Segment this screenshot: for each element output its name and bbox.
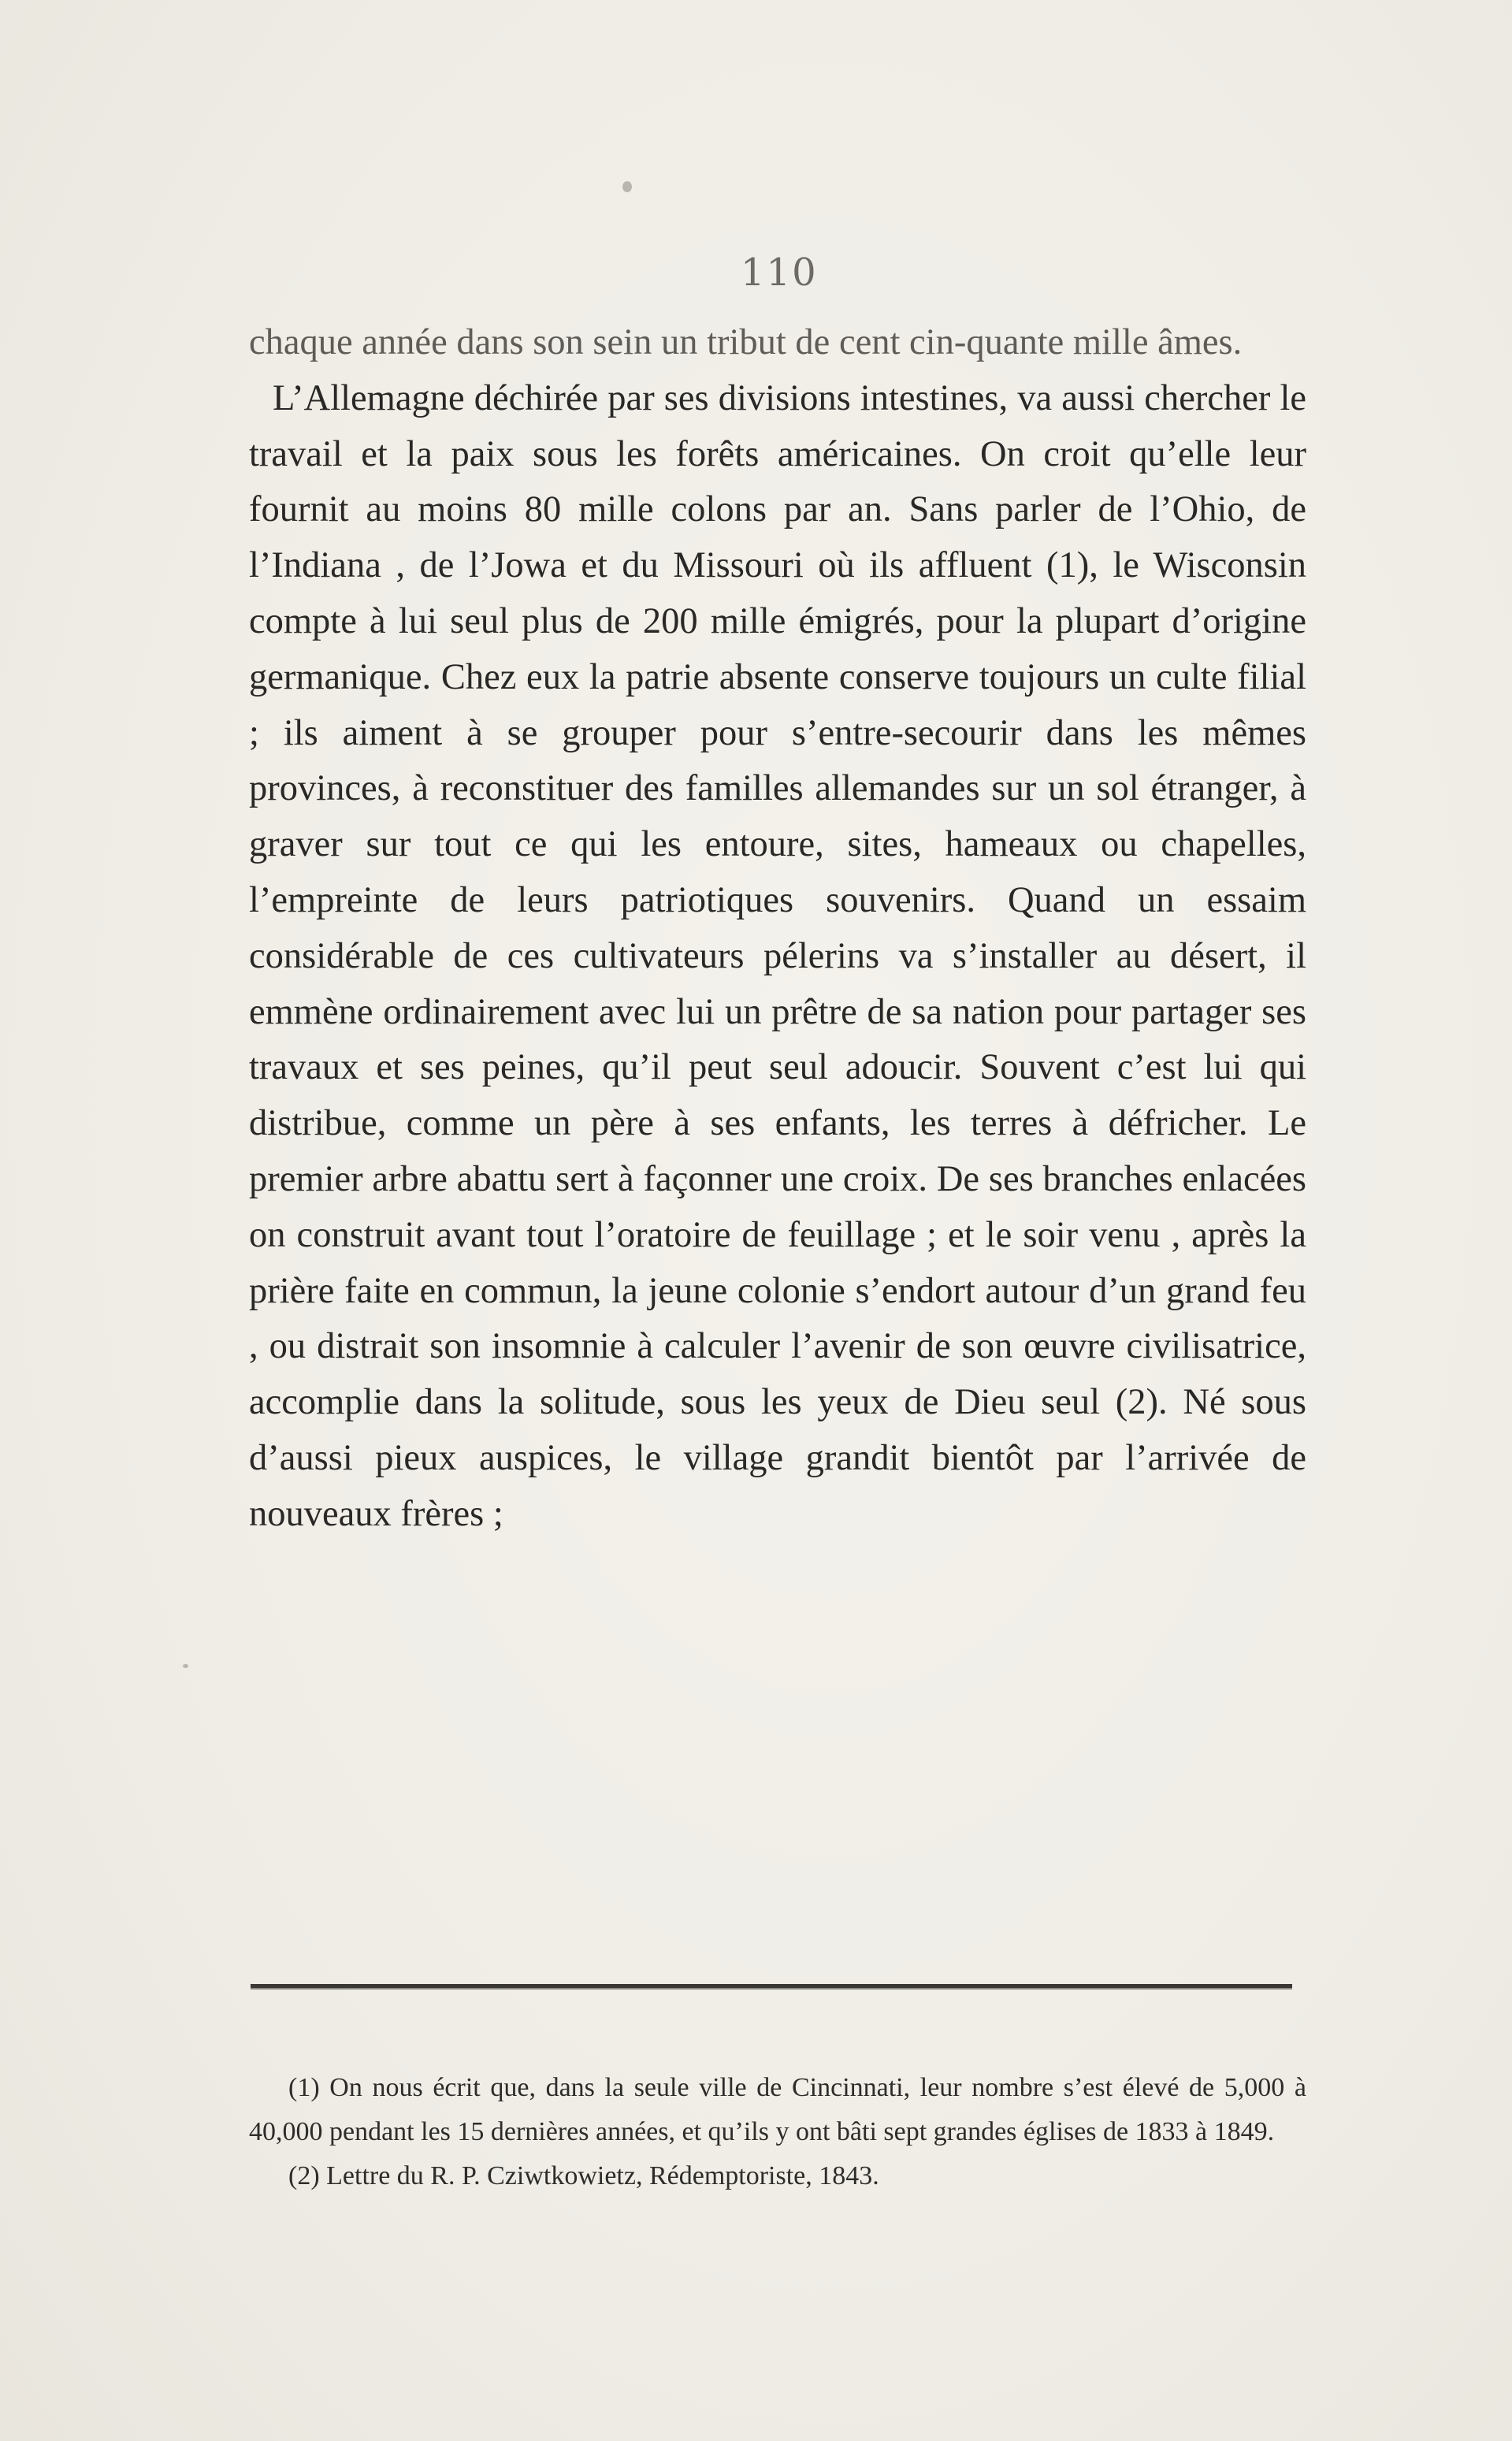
footnote-separator xyxy=(251,1984,1292,1990)
footnotes xyxy=(249,2066,1306,2198)
paragraph-continuation: chaque année dans son sein un tribut de cent cin-quante mille âmes. xyxy=(249,322,1243,362)
body-text xyxy=(249,315,1306,1543)
paper-speck xyxy=(183,1664,188,1668)
footnote-1: (1) On nous écrit que, dans la seule ville de Cincinnati, leur nombre s’est élevé de 5,000 à 40,000 pendant les 15 dernières années, et qu’ils y ont bâti sept grandes églises de 1833 à 1849. xyxy=(249,2073,1306,2146)
paper-speck xyxy=(622,181,632,192)
paragraph-main: L’Allemagne déchirée par ses divisions intestines, va aussi chercher le travail et la paix sous les forêts américaines. On croit qu’elle leur fournit au moins 80 mille colons par an. Sans parler de l’Ohio, de l’Indiana , de l’Jowa et du Missouri où ils affluent (1), le Wisconsin compte à lui seul plus de 200 mille émigrés, pour la plupart d’origine germanique. Chez eux la patrie absente conserve toujours un culte filial ; ils aiment à se grouper pour s’entre-secourir dans les mêmes provinces, à reconstituer des familles allemandes sur un sol étranger, à graver sur tout ce qui les entoure, sites, hameaux ou chapelles, l’empreinte de leurs patriotiques souvenirs. Quand un essaim considérable de ces cultivateurs pélerins va s’installer au désert, il emmène ordinairement avec lui un prêtre de sa nation pour partager ses travaux et ses peines, qu’il peut seul adoucir. Souvent c’est lui qui distribue, comme un père à ses enfants, les terres à défricher. Le premier arbre abattu sert à façonner une croix. De ses branches enlacées on construit avant tout l’oratoire de feuillage ; et le soir venu , après la prière faite en commun, la jeune colonie s’endort autour d’un grand feu , ou distrait son insomnie à calculer l’avenir de son œuvre civilisatrice, accomplie dans la solitude, sous les yeux de Dieu seul (2). Né sous d’aussi pieux auspices, le village grandit bientôt par l’arrivée de nouveaux frères ; xyxy=(249,377,1306,1534)
footnote-2: (2) Lettre du R. P. Cziwtkowietz, Rédemptoriste, 1843. xyxy=(288,2161,879,2190)
page-number: 110 xyxy=(741,251,818,295)
